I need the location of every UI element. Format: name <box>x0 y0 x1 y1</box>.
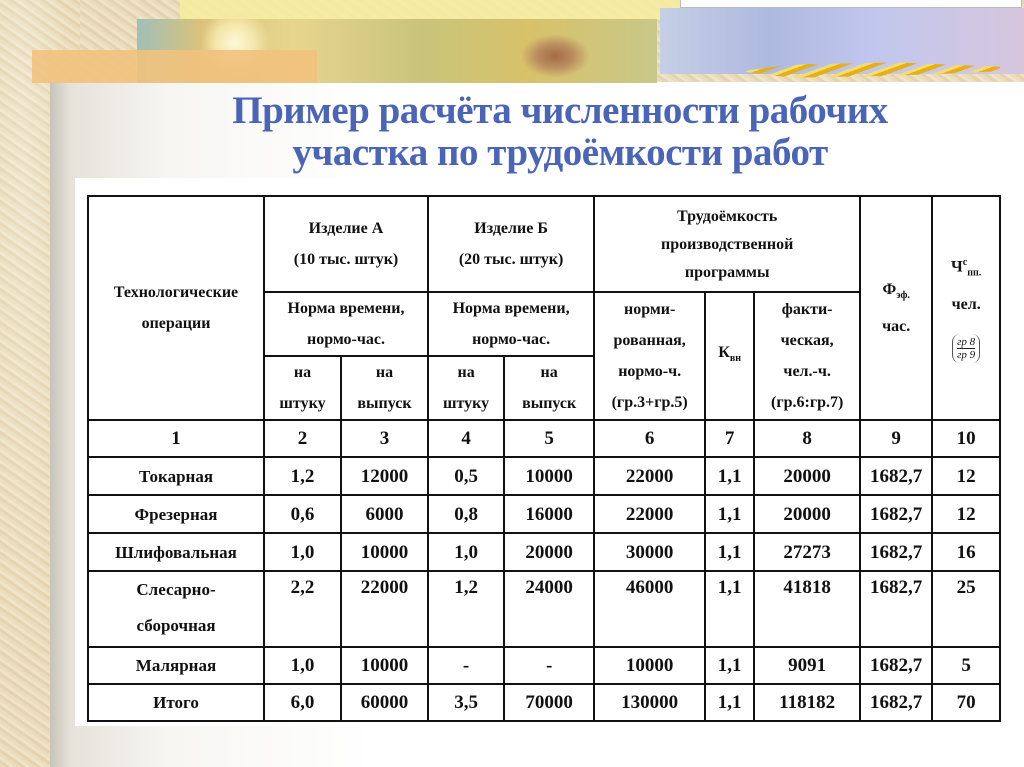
header-k-coef: $К_{вн}$ <box>705 292 754 420</box>
header-normed-labor: норми-рованная, нормо-ч. (гр.3+гр.5) <box>594 292 705 420</box>
header-a-per-output: на выпуск <box>341 356 428 420</box>
table-row: Слесарно- сборочная 2,2 22000 1,2 24000 46000 1,1 41818 1682,7 25 <box>88 571 1000 647</box>
header-operations: Технологические операции <box>88 196 264 420</box>
workers-calculation-table <box>87 195 1001 722</box>
header-fund: $Ф_{эф.}$ час. <box>860 196 932 420</box>
column-number-row: 1 2 3 4 5 6 7 8 9 10 <box>88 420 1000 457</box>
header-labor-program: Трудоёмкость производственной программы <box>594 196 860 292</box>
header-actual-labor: факти-ческая, чел.-ч. (гр.6:гр.7) <box>754 292 860 420</box>
decor-orange-band <box>32 50 317 83</box>
header-product-a: Изделие А (10 тыс. штук) <box>264 196 428 292</box>
table-row: Фрезерная 0,6 6000 0,8 16000 22000 1,1 20000 1682,7 12 <box>88 495 1000 533</box>
title-line-1: Пример расчёта численности рабочих <box>232 89 888 132</box>
table-row: Шлифовальная 1,0 10000 1,0 20000 30000 1,1 27273 1682,7 16 <box>88 533 1000 571</box>
header-b-per-output: на выпуск <box>504 356 594 420</box>
table-row-total: Итого 6,0 60000 3,5 70000 130000 1,1 118182 1682,7 70 <box>88 684 1000 721</box>
formula-fraction: $\frac{гр 8}{гр 9}$ <box>952 334 980 363</box>
decor-white-box <box>680 0 1022 8</box>
title-line-2: участка по трудоёмкости работ <box>292 131 828 174</box>
leaf-decoration-icon <box>520 34 590 78</box>
header-norm-time-b: Норма времени, нормо-час. <box>428 292 594 356</box>
table-row: Токарная 1,2 12000 0,5 10000 22000 1,1 20000 1682,7 12 <box>88 457 1000 495</box>
slide-title <box>120 90 1000 174</box>
header-workers: $Ч^с_{пп.}$ чел. $\frac{гр 8}{гр 9}$ <box>932 196 1000 420</box>
header-a-per-piece: на штуку <box>264 356 341 420</box>
table-row: Малярная 1,0 10000 - - 10000 1,1 9091 1682,7 5 <box>88 647 1000 684</box>
header-product-b: Изделие Б (20 тыс. штук) <box>428 196 594 292</box>
header-b-per-piece: на штуку <box>428 356 504 420</box>
header-norm-time-a: Норма времени, нормо-час. <box>264 292 428 356</box>
